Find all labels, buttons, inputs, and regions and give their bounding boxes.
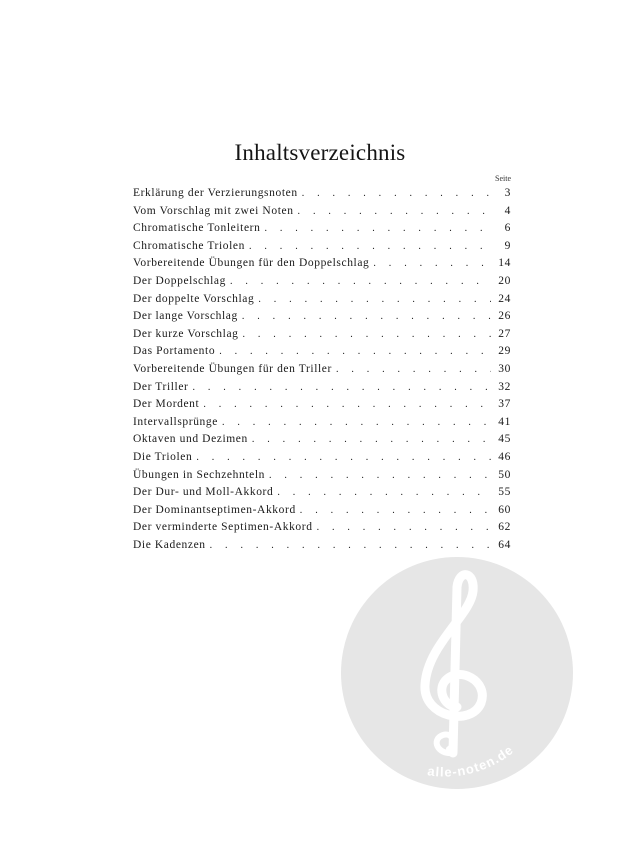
- watermark: [341, 557, 573, 789]
- toc-leader-dots: [336, 364, 491, 375]
- toc-entry-page: 62: [498, 521, 511, 534]
- toc-leader-dots: [196, 452, 491, 463]
- toc-leader-dots: [249, 241, 491, 252]
- toc-entry: [133, 416, 511, 434]
- toc-entry-title: Der Dominantseptimen-Akkord: [133, 503, 296, 516]
- toc-entry: [133, 433, 511, 451]
- toc-entry: [133, 486, 511, 504]
- toc-leader-dots: [222, 417, 491, 428]
- toc-entry-page: 60: [498, 503, 511, 516]
- toc-entry: [133, 293, 511, 311]
- toc-leader-dots: [298, 206, 491, 217]
- toc-entry-page: 41: [498, 415, 511, 428]
- toc-entry-title: Vom Vorschlag mit zwei Noten: [133, 204, 294, 217]
- toc-entry-page: 27: [498, 327, 511, 340]
- toc-entry-page: 30: [498, 362, 511, 375]
- watermark-text: alle-noten.de: [426, 741, 517, 780]
- toc-entry: [133, 222, 511, 240]
- toc-entry-page: 29: [498, 345, 511, 358]
- toc-entry-title: Die Kadenzen: [133, 538, 206, 551]
- toc-entry: [133, 363, 511, 381]
- page-title: Inhaltsverzeichnis: [234, 140, 406, 165]
- toc-entry: [133, 398, 511, 416]
- toc-entry-page: 64: [498, 538, 511, 551]
- toc-entry: [133, 257, 511, 275]
- toc-entry-title: Intervallsprünge: [133, 415, 218, 428]
- toc-leader-dots: [258, 294, 491, 305]
- toc-entry-title: Vorbereitende Übungen für den Triller: [133, 362, 332, 375]
- toc-entry: [133, 521, 511, 539]
- toc-entry-title: Der doppelte Vorschlag: [133, 292, 255, 305]
- toc-leader-dots: [192, 382, 491, 393]
- toc-entry-page: 50: [498, 468, 511, 481]
- toc-entry-page: 46: [498, 450, 511, 463]
- toc-entry-title: Vorbereitende Übungen für den Doppelschlag: [133, 257, 370, 270]
- toc-entry-title: Chromatische Tonleitern: [133, 222, 261, 235]
- toc-entry: [133, 205, 511, 223]
- toc-entry-title: Chromatische Triolen: [133, 239, 245, 252]
- toc-entry-title: Der Doppelschlag: [133, 274, 226, 287]
- toc-leader-dots: [243, 329, 492, 340]
- toc-leader-dots: [277, 487, 491, 498]
- toc-entry-title: Das Portamento: [133, 345, 216, 358]
- toc-leader-dots: [203, 399, 491, 410]
- toc-entry-page: 55: [498, 486, 511, 499]
- toc-entry: [133, 187, 511, 205]
- toc-entry: [133, 381, 511, 399]
- toc-entry-title: Der Mordent: [133, 398, 200, 411]
- toc-entry-title: Oktaven und Dezimen: [133, 433, 248, 446]
- toc-entry: [133, 275, 511, 293]
- toc-entry-title: Der Dur- und Moll-Akkord: [133, 486, 274, 499]
- toc-entry-page: 24: [498, 292, 511, 305]
- toc-leader-dots: [269, 470, 491, 481]
- toc-entry-page: 3: [504, 187, 511, 199]
- toc-entry: [133, 328, 511, 346]
- toc-entry-page: 20: [498, 274, 511, 287]
- toc-entry-page: 14: [498, 257, 511, 270]
- toc-leader-dots: [317, 522, 491, 533]
- toc-entry-page: 4: [504, 204, 511, 217]
- toc-leader-dots: [252, 434, 491, 445]
- toc-entry: [133, 240, 511, 258]
- toc-entry: [133, 469, 511, 487]
- toc-entry: [133, 539, 511, 557]
- toc-entry-page: 6: [504, 222, 511, 235]
- toc-entry-title: Die Triolen: [133, 450, 193, 463]
- toc-leader-dots: [219, 346, 491, 357]
- toc-leader-dots: [302, 188, 491, 199]
- toc-entry-page: 9: [504, 239, 511, 252]
- toc-leader-dots: [300, 505, 491, 516]
- toc-entry: [133, 504, 511, 522]
- table-of-contents: [133, 187, 511, 556]
- toc-leader-dots: [210, 540, 491, 551]
- toc-entry-page: 26: [498, 310, 511, 323]
- page-column-header: Seite: [495, 174, 511, 183]
- toc-leader-dots: [242, 311, 491, 322]
- toc-entry: [133, 345, 511, 363]
- toc-leader-dots: [230, 276, 491, 287]
- toc-entry-title: Der verminderte Septimen-Akkord: [133, 521, 313, 534]
- toc-entry-page: 32: [498, 380, 511, 393]
- toc-entry: [133, 310, 511, 328]
- toc-entry-title: Der Triller: [133, 380, 189, 393]
- toc-entry-title: Übungen in Sechzehnteln: [133, 468, 265, 481]
- toc-entry-title: Der kurze Vorschlag: [133, 327, 239, 340]
- toc-entry: [133, 451, 511, 469]
- toc-entry-title: Der lange Vorschlag: [133, 310, 238, 323]
- toc-entry-page: 37: [498, 398, 511, 411]
- toc-entry-title: Erklärung der Verzierungsnoten: [133, 187, 298, 199]
- toc-leader-dots: [373, 258, 491, 269]
- toc-leader-dots: [264, 223, 491, 234]
- toc-entry-page: 45: [498, 433, 511, 446]
